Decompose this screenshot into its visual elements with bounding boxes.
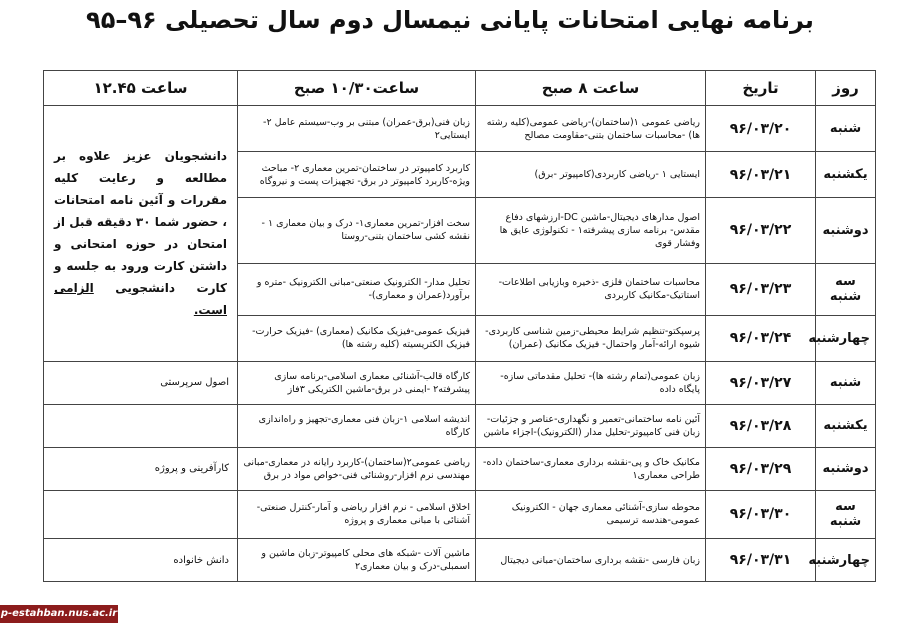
- slot-1245-cell: دانش خانواده: [44, 539, 238, 582]
- slot-8am-cell: مکانیک خاک و پی-نقشه برداری معماری-ساختمان داده- طراحی معماری۱: [476, 447, 706, 490]
- date-cell: ۹۶/۰۳/۲۰: [706, 106, 816, 152]
- note-text-2: قبل از امتحان در حوزه امتحانی و داشتن کارت ورود به جلسه و کارت دانشجویی: [54, 215, 227, 296]
- slot-8am-cell: زبان فارسی -نقشه برداری ساختمان-مبانی دیجیتال: [476, 539, 706, 582]
- slot-1030am-cell: زبان فنی(برق-عمران) مبتنی بر وب-سیستم عامل ۲-ایستایی۲: [238, 106, 476, 152]
- slot-8am-cell: محاسبات ساختمان فلزی -ذخیره وبازیابی اطلاعات-استاتیک-مکانیک کاربردی: [476, 263, 706, 315]
- header-row: [44, 71, 876, 106]
- slot-1245-cell: اصول سرپرستی: [44, 361, 238, 404]
- slot-1245-cell: [44, 490, 238, 538]
- slot-1030am-cell: کاربرد کامپیوتر در ساختمان-تمرین معماری ۲- مباحث ویژه-کاربرد کامپیوتر در برق- تجهیزات پست و نیروگاه: [238, 152, 476, 198]
- note-underlined: الزامی است.: [54, 281, 227, 318]
- slot-1030am-cell: سخت افزار-تمرین معماری۱- درک و بیان معماری ۱ - نقشه کشی ساختمان بتنی-روستا: [238, 198, 476, 263]
- day-cell: چهارشنبه: [816, 315, 876, 361]
- slot-8am-cell: ریاضی عمومی ۱(ساختمان)-ریاضی عمومی(کلیه رشته ها) -محاسبات ساختمان بتنی-مقاومت مصالح: [476, 106, 706, 152]
- date-cell: ۹۶/۰۳/۳۰: [706, 490, 816, 538]
- schedule-row: [44, 361, 876, 404]
- slot-8am-cell: اصول مدارهای دیجیتال-ماشین DC-ارزشهای دفاع مقدس- برنامه سازی پیشرفته۱ - تکنولوژی عایق ها وفشار قوی: [476, 198, 706, 263]
- slot-8am-cell: پرسپکتو-تنظیم شرایط محیطی-زمین شناسی کاربردی-شیوه ارائه-آمار واحتمال- فیزیک مکانیک (عمران): [476, 315, 706, 361]
- day-cell: چهارشنبه: [816, 539, 876, 582]
- note-text-1: دانشجویان عزیز علاوه بر مطالعه و رعایت کلیه مقررات و آئین نامه امتحانات ، حضور شما: [54, 149, 227, 230]
- slot-1030am-cell: اخلاق اسلامی - نرم افزار ریاضی و آمار-کنترل صنعتی-آشنائی با مبانی معماری و پروژه: [238, 490, 476, 538]
- slot-1030am-cell: تحلیل مدار- الکترونیک صنعتی-مبانی الکترونیک -متره و برآورد(عمران و معماری)-: [238, 263, 476, 315]
- slot-1030am-cell: کارگاه قالب-آشنائی معماری اسلامی-برنامه سازی پیشرفته۲ -ایمنی در برق-ماشین الکتریکی ۳فاز: [238, 361, 476, 404]
- day-cell: شنبه: [816, 361, 876, 404]
- slot-1245-cell: کارآفرینی و پروژه: [44, 447, 238, 490]
- schedule-row: [44, 106, 876, 152]
- date-cell: ۹۶/۰۳/۲۲: [706, 198, 816, 263]
- site-url: p-estahban.nus.ac.ir: [0, 605, 118, 623]
- exam-rules-note: [44, 106, 238, 362]
- header-slot-8am: ساعت ۸ صبح: [476, 71, 706, 106]
- slot-1030am-cell: اندیشه اسلامی ۱-زبان فنی معماری-تجهیز و راه‌اندازی کارگاه: [238, 404, 476, 447]
- day-cell: شنبه: [816, 106, 876, 152]
- date-cell: ۹۶/۰۳/۲۳: [706, 263, 816, 315]
- day-cell: یکشنبه: [816, 404, 876, 447]
- date-cell: ۹۶/۰۳/۳۱: [706, 539, 816, 582]
- schedule-row: [44, 539, 876, 582]
- day-cell: سه شنبه: [816, 490, 876, 538]
- slot-8am-cell: زبان عمومی(تمام رشته ها)- تحلیل مقدماتی سازه-پایگاه داده: [476, 361, 706, 404]
- header-date: تاریخ: [706, 71, 816, 106]
- slot-1030am-cell: ریاضی عمومی۲(ساختمان)-کاربرد رایانه در معماری-مبانی مهندسی نرم افزار-روشنائی فنی-خواص مواد در برق: [238, 447, 476, 490]
- date-cell: ۹۶/۰۳/۲۴: [706, 315, 816, 361]
- slot-8am-cell: ایستایی ۱ -ریاضی کاربردی(کامپیوتر -برق): [476, 152, 706, 198]
- slot-8am-cell: آئین نامه ساختمانی-تعمیر و نگهداری-عناصر و جزئیات-زبان فنی کامپیوتر-تحلیل مدار (الکترونیک)-اجزاء ماشین: [476, 404, 706, 447]
- note-bold: ۳۰ دقیقه: [96, 215, 151, 230]
- exam-schedule-table: [43, 70, 876, 582]
- day-cell: یکشنبه: [816, 152, 876, 198]
- header-slot-1245: ساعت ۱۲.۴۵: [44, 71, 238, 106]
- date-cell: ۹۶/۰۳/۲۸: [706, 404, 816, 447]
- page-title: برنامه نهایی امتحانات پایانی نیمسال دوم سال تحصیلی ۹۶–۹۵: [86, 6, 814, 34]
- day-cell: دوشنبه: [816, 198, 876, 263]
- slot-1030am-cell: ماشین آلات -شبکه های محلی کامپیوتر-زبان ماشین و اسمبلی-درک و بیان معماری۲: [238, 539, 476, 582]
- date-cell: ۹۶/۰۳/۲۱: [706, 152, 816, 198]
- date-cell: ۹۶/۰۳/۲۷: [706, 361, 816, 404]
- schedule-row: [44, 490, 876, 538]
- slot-8am-cell: محوطه سازی-آشنائی معماری جهان - الکترونیک عمومی-هندسه ترسیمی: [476, 490, 706, 538]
- slot-1245-cell: [44, 404, 238, 447]
- slot-1030am-cell: فیزیک عمومی-فیزیک مکانیک (معماری) -فیزیک حرارت- فیزیک الکتریسیته (کلیه رشته ها): [238, 315, 476, 361]
- day-cell: سه شنبه: [816, 263, 876, 315]
- header-day: روز: [816, 71, 876, 106]
- header-slot-1030am: ساعت۱۰/۳۰ صبح: [238, 71, 476, 106]
- date-cell: ۹۶/۰۳/۲۹: [706, 447, 816, 490]
- schedule-row: [44, 404, 876, 447]
- schedule-row: [44, 447, 876, 490]
- day-cell: دوشنبه: [816, 447, 876, 490]
